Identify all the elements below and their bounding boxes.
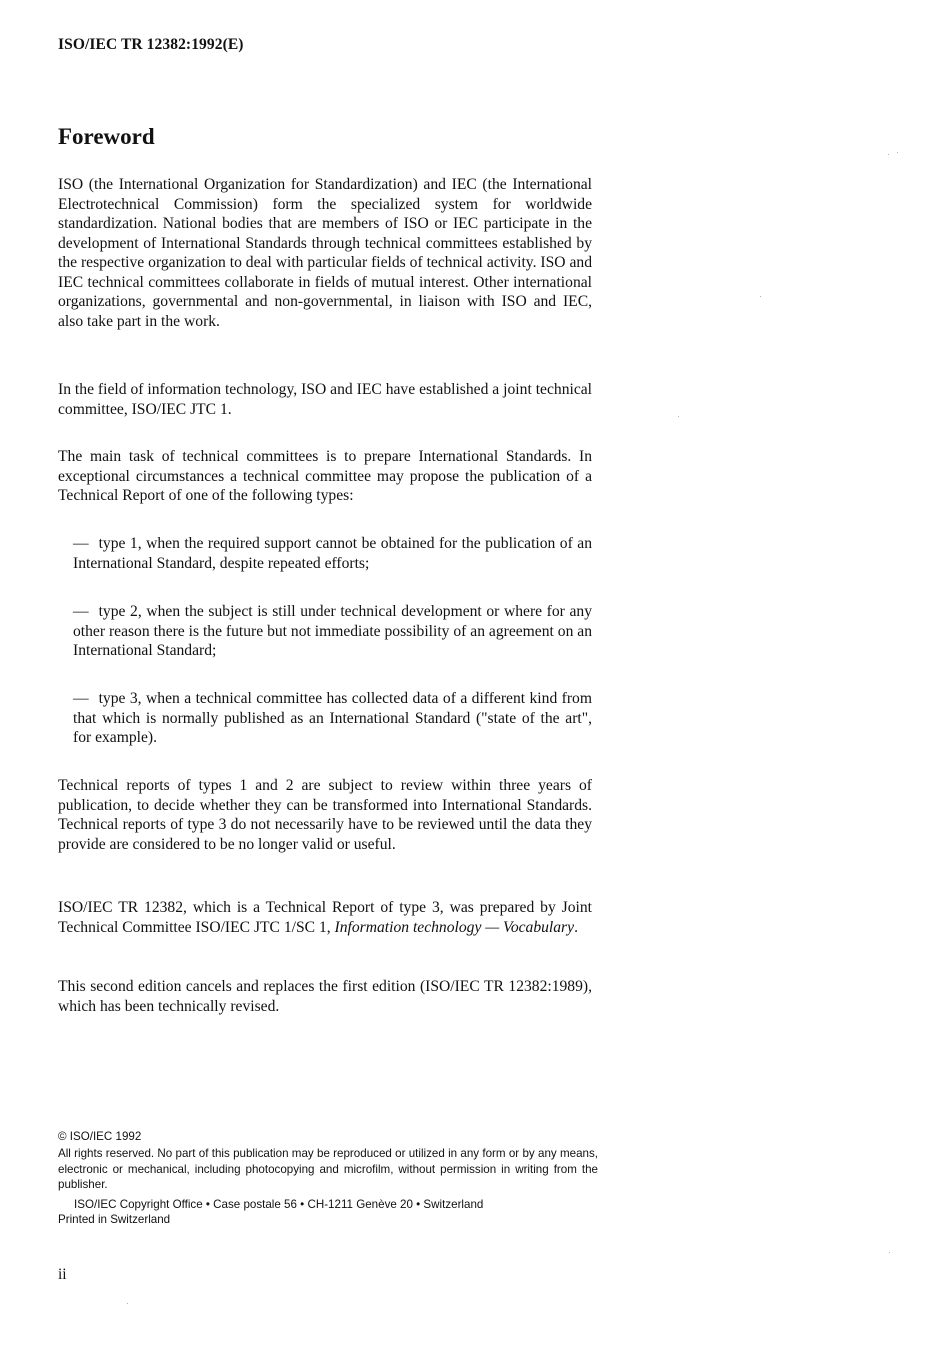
copyright-office-address: ISO/IEC Copyright Office • Case postale 56 • CH-1211 Genève 20 • Switzerland: [74, 1198, 484, 1211]
printed-in: Printed in Switzerland: [58, 1213, 171, 1226]
paragraph-prepared-by: [58, 898, 592, 937]
rights-notice: All rights reserved. No part of this publication may be reproduced or utilized in any form or by any means, electronic or mechanical, including photocopying and microfilm, without permission in writing from the publisher.: [58, 1147, 598, 1191]
list-item: [73, 689, 592, 748]
scan-speck: [897, 152, 898, 153]
page-number: ii: [58, 1266, 67, 1283]
paragraph-joint-committee: In the field of information technology, ISO and IEC have established a joint technical committee, ISO/IEC JTC 1.: [58, 381, 592, 418]
document-identifier: ISO/IEC TR 12382:1992(E): [58, 36, 244, 53]
list-item: [73, 602, 592, 661]
committee-title: Information technology — Vocabulary: [334, 918, 575, 936]
list-dash: —: [73, 603, 89, 620]
list-item: [73, 534, 592, 573]
prepared-by-end: .: [574, 918, 578, 936]
scan-speck: [127, 1303, 128, 1304]
scan-speck: [889, 1252, 890, 1253]
scan-speck: [760, 296, 761, 297]
list-dash: —: [73, 690, 89, 707]
scan-speck: [678, 416, 679, 417]
list-item-text: type 1, when the required support cannot be obtained for the publication of an International Standard, despite repeated efforts;: [73, 535, 592, 572]
list-item-text: type 3, when a technical committee has collected data of a different kind from that which is normally published as an International Standard ("state of the art", for example).: [73, 690, 592, 746]
paragraph-organizations: ISO (the International Organization for Standardization) and IEC (the International Electrotechnical Commission) form the specialized system for worldwide standardization. National bodies that are members of ISO or IEC participate in the development of International Standards through technical committees established by the respective organization to deal with particular fields of technical activity. ISO and IEC technical committees collaborate in fields of mutual interest. Other international organizations, governmental and non-governmental, in liaison with ISO and IEC, also take part in the work.: [58, 176, 592, 330]
page-title: Foreword: [58, 124, 155, 149]
paragraph-review: Technical reports of types 1 and 2 are subject to review within three years of publication, to decide whether they can be transformed into International Standards. Technical reports of type 3 do not necessarily have to be reviewed until the data they provide are considered to be no longer valid or useful.: [58, 777, 592, 853]
scan-speck: [888, 154, 889, 155]
list-dash: —: [73, 535, 89, 552]
paragraph-edition: This second edition cancels and replaces the first edition (ISO/IEC TR 12382:1989), which has been technically revised.: [58, 978, 592, 1015]
prepared-by-text: ISO/IEC TR 12382, which is a Technical Report of type 3, was prepared by Joint Technical Committee ISO/IEC JTC 1/SC 1,: [58, 899, 592, 936]
copyright-notice: © ISO/IEC 1992: [58, 1130, 142, 1143]
paragraph-main-task: The main task of technical committees is to prepare International Standards. In exceptional circumstances a technical committee may propose the publication of a Technical Report of one of the following types:: [58, 448, 592, 504]
list-item-text: type 2, when the subject is still under technical development or where for any other reason there is the future but not immediate possibility of an agreement on an International Standard;: [73, 603, 592, 659]
